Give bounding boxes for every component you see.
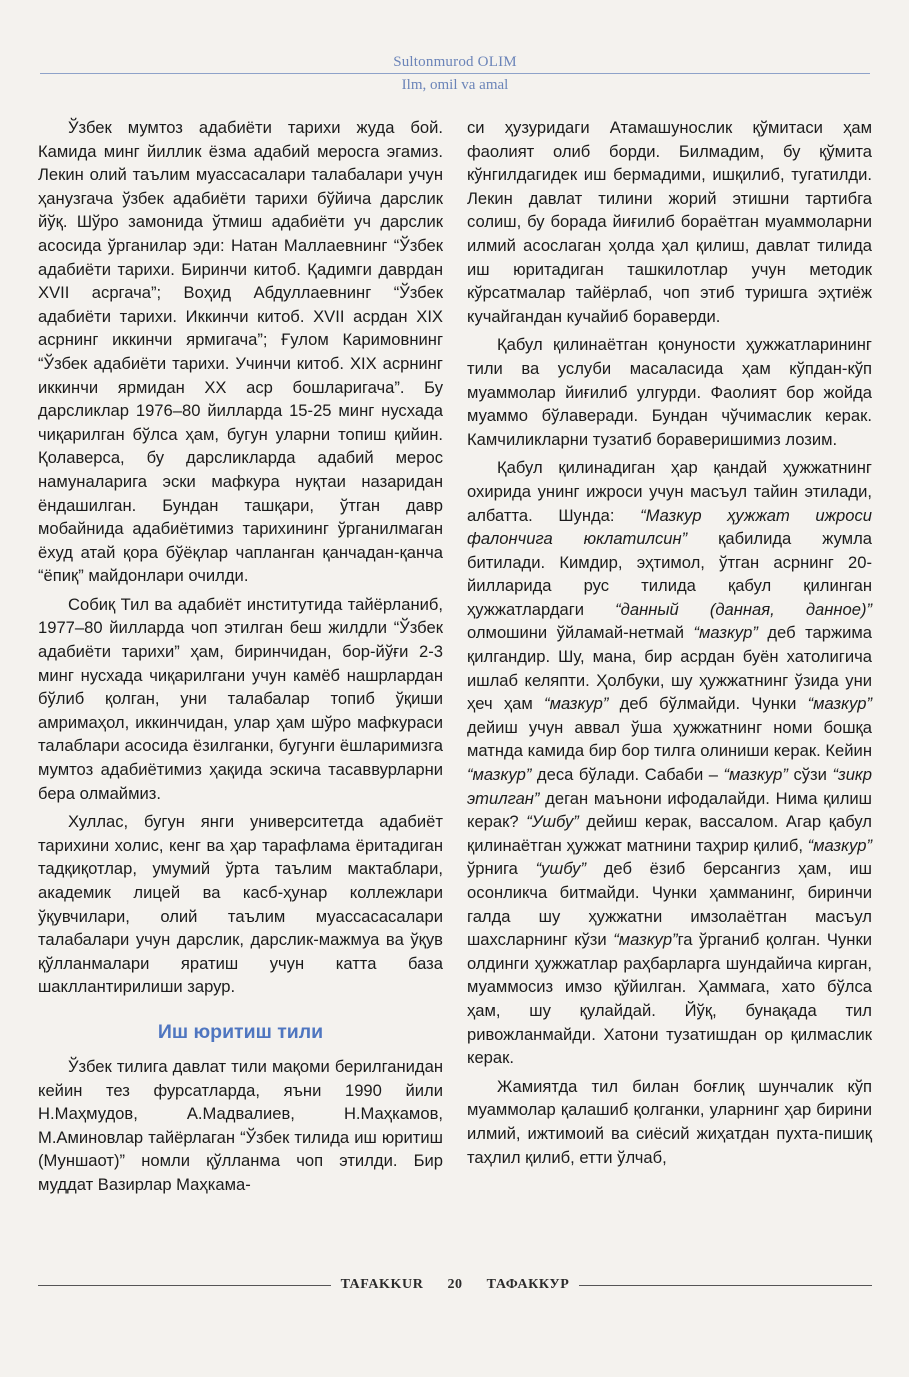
header-author: Sultonmurod OLIM [393, 54, 517, 70]
text-run: дейиш керак, вассалом. Агар қабул қилинаётган ҳужжат матнини таҳрир қилиб, [467, 812, 872, 855]
italic-quote: “ушбу” [535, 859, 586, 879]
italic-quote: “мазкур” [544, 694, 609, 714]
header-divider [40, 73, 870, 74]
left-column [38, 116, 443, 1197]
text-run: сўзи [787, 765, 833, 785]
italic-quote: “данный (данная, данное)” [615, 599, 872, 619]
italic-quote: “мазкур” [807, 694, 872, 714]
text-run: деб таржима қилгандир. Шу, мана, бир асрдан буён хатолигича ишлаб келяпти. Ҳолбуки, шу ҳужжатнинг ўзида уни ҳеч ҳам [467, 623, 872, 714]
text-run: қабилида жумла битилади. Кимдир, эҳтимол, ўтган асрнинг 20-йилларида рус тилида қабул қилинган ҳужжатлардаги [467, 529, 872, 619]
page-number: 20 [447, 1277, 463, 1292]
footer-title-latin: TAFAKKUR [340, 1277, 424, 1292]
italic-quote: “мазкур” [467, 765, 532, 785]
paragraph: Собиқ Тил ва адабиёт институтида тайёрланиб, 1977–80 йилларда чоп этилган беш жилдли “Ўзбек адабиёти тарихи” ҳам, биринчидан, бор-йўғи 2-3 минг нусхада чиқарилгани учун камёб нашрлардан бўлиб қолган, уни талабалар топиб ўқиши амримаҳол, иккинчидан, улар ҳам шўро мафкураси талаблари асосида ёзилганки, бугунги ёшларимизга мумтоз адабиётимиз ҳақида эскича тасаввурларни бера олмаймиз. [38, 594, 443, 803]
section-heading: Иш юритиш тили [157, 1020, 324, 1043]
text-run: га ўрганиб қолган. Чунки олдинги ҳужжатлар раҳбарларга шундайича кирган, муаммосиз имзо қўйилган. Ҳаммага, хато бўлса ҳам, шу қулайдай. Йўқ, бунақада тил ривожланмайди. Хатони тузатишдан ор қилмаслик керак. [467, 930, 872, 1068]
text-run: дейиш учун аввал ўша ҳужжатнинг номи бошқа матнда камида бир бор тилга олиниши керак. Кейин [467, 717, 872, 761]
footer-title-cyrillic: ТАФАККУР [486, 1277, 570, 1292]
italic-quote: “зикр этилган” [467, 765, 872, 808]
paragraph: Ўзбек тилига давлат тили мақоми берилганидан кейин тез фурсатларда, яъни 1990 йили Н.Маҳмудов, А.Мадвалиев, Н.Маҳкамов, М.Аминовлар тайёрлаган “Ўзбек тилида иш юритиш (Муншаот)” номли қўлланма чоп этилди. Бир муддат Вазирлар Маҳкама- [38, 1056, 443, 1194]
paragraph: Қабул қилинаётган қонуности ҳужжатларининг тили ва услуби масаласида ҳам кўпдан-кўп муаммолар йиғилиб улгурди. Фаолият бор жойда муаммо бўлаверади. Бундан чўчимаслик керак. Камчиликларни тузатиб бораверишимиз лозим. [467, 335, 872, 449]
text-run: деб бўлмайди. Чунки [608, 694, 808, 714]
text-run: деса бўлади. Сабаби – [531, 765, 724, 785]
text-run: олмошини ўйламай-нетмай [467, 623, 694, 643]
italic-quote: “мазкур” [723, 765, 788, 785]
page-footer [38, 1275, 872, 1295]
paragraph [467, 456, 872, 1069]
text-run: ўрнига [467, 859, 536, 879]
right-column [467, 116, 872, 1169]
italic-quote: “мазкур” [807, 835, 872, 855]
paragraph: Жамиятда тил билан боғлиқ шунчалик кўп муаммолар қалашиб қолганки, уларнинг ҳар бирини илмий, ижтимоий ва сиёсий жиҳатдан пухта-пишиқ таҳлил қилиб, етти ўлчаб, [467, 1076, 872, 1167]
footer-divider-right [579, 1285, 872, 1286]
italic-quote: “мазкур” [693, 623, 758, 643]
italic-quote: “Мазкур ҳужжат ижроси фалончига юклатилсин” [467, 505, 872, 549]
header-title: Ilm, omil va amal [401, 77, 509, 93]
paragraph: Хуллас, бугун янги университетда адабиёт тарихини холис, кенг ва ҳар тарафлама ёритадиган тадқиқотлар, умумий ўрта таълим мактаблари, академик лицей ва касб-ҳунар коллежлари ўқувчилари, олий таълим муассасасалари талабалари учун дарслик, дарслик-мажмуа ва ўқув қўлланмалари яратиш учун катта база шакллантирилиши зарур. [38, 812, 443, 997]
paragraph: Ўзбек мумтоз адабиёти тарихи жуда бой. Камида минг йиллик ёзма адабий меросга эгамиз. Лекин олий таълим муассасалари талабалари учун ҳанузгача ўзбек адабиёти тарихи бўйича дарслик йўқ. Шўро замонида ўтмиш адабиёти уч дарслик асосида ўрганилар эди: Натан Маллаевнинг “Ўзбек адабиёти тарихи. Биринчи китоб. Қадимги даврдан XVII асргача”; Воҳид Абдуллаевнинг “Ўзбек адабиёти тарихи. Иккинчи китоб. XVII асрдан XIX асрнинг иккинчи ярмигача”; Ғулом Каримовнинг “Ўзбек адабиёти тарихи. Учинчи китоб. XIX асрнинг иккинчи ярмидан XX аср бошларигача”. Бу дарсликлар 1976–80 йилларда 15-25 минг нусхада чиқарилган бўлса ҳам, бугун уларни топиш қийин. Қолаверса, бу дарсликларда адабий мерос намуналарига эски мафкура нуқтаи назаридан ёндашилган. Бундан ташқари, ўтган давр мобайнида адабиётимиз тарихининг ўрганилмаган ёхуд атай қора бўёқлар чапланган қанчадан-қанча “ёпиқ” майдонлари очилди. [38, 118, 443, 586]
footer-divider-left [38, 1285, 331, 1286]
text-run: деб ёзиб берсангиз ҳам, иш осонликча битмайди. Чунки ҳамманинг, биринчи галда шу ҳужжатни имзолаётган масъул шахсларнинг кўзи [467, 859, 872, 950]
italic-quote: “Ушбу” [526, 812, 579, 832]
text-run: деган маънони ифодалайди. Нима қилиш керак? [467, 788, 872, 832]
page-header [40, 52, 870, 94]
paragraph: си ҳузуридаги Атамашунослик қўмитаси ҳам фаолият олиб борди. Билмадим, бу қўмита кўнгилдагидек иш бермадими, ишқилиб, тугатилди. Лекин давлат тилини жорий этишни тартибга солиш, бу борада йиғилиб бораётган муаммоларни илмий асослаган ҳолда ҳал қилиш, давлат тилида иш юритадиган ташкилотлар учун методик кўрсатмалар тайёрлаб, чоп этиб туришга эҳтиёж кучайгандан кучайиб бораверди. [467, 118, 872, 326]
italic-quote: “мазкур” [613, 930, 678, 950]
text-run: Қабул қилинадиган ҳар қандай ҳужжатнинг охирида унинг ижроси учун масъул тайин этилади, албатта. Шунда: [467, 458, 872, 525]
